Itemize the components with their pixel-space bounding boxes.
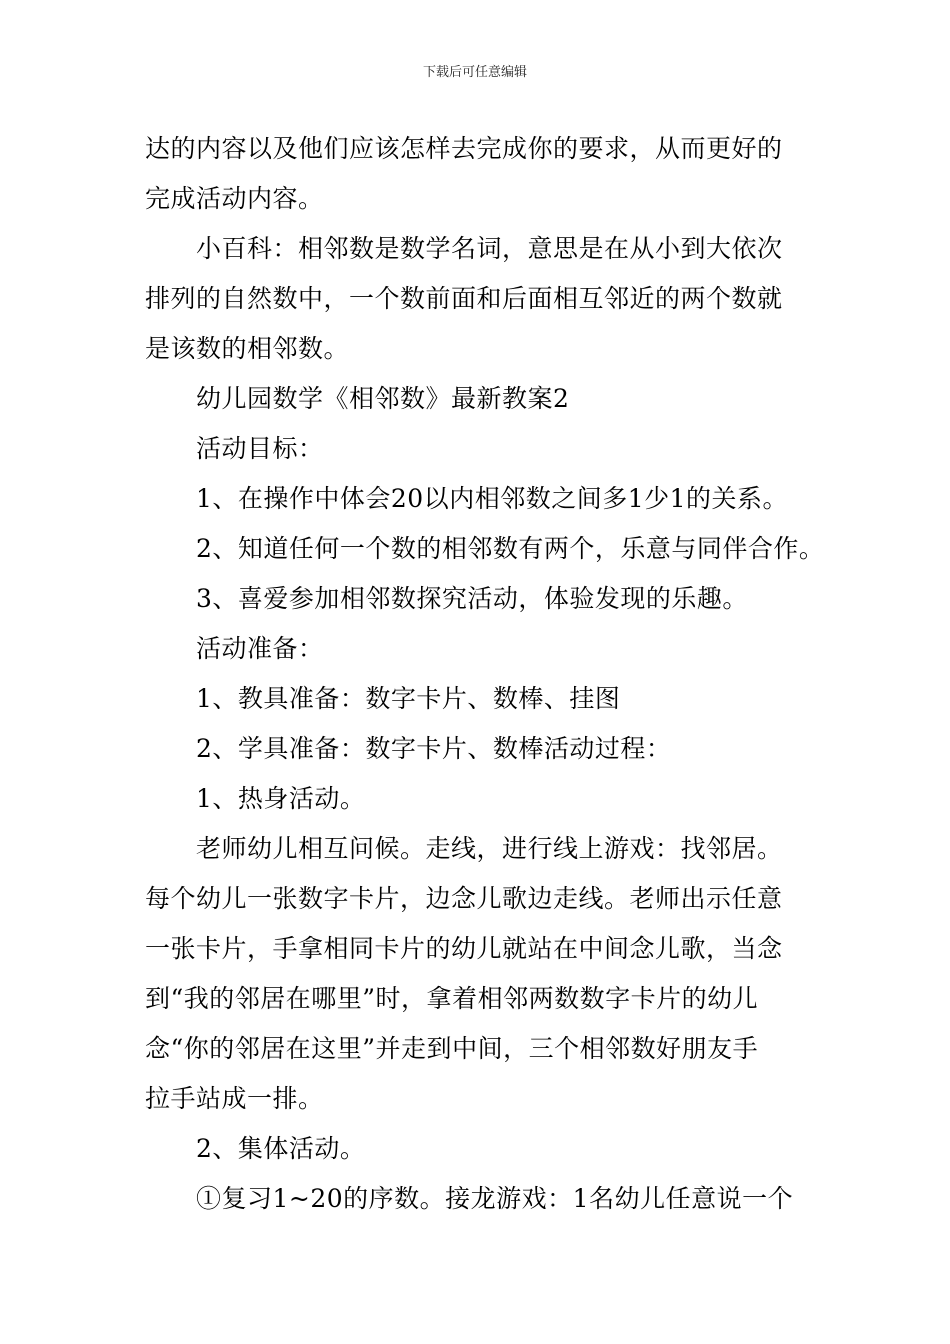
text-line: 达的内容以及他们应该怎样去完成你的要求，从而更好的 xyxy=(145,134,783,163)
text-line: ①复习1~20的序数。接龙游戏：1名幼儿任意说一个 xyxy=(196,1184,794,1213)
section-title: 幼儿园数学《相邻数》最新教案2 xyxy=(196,384,570,413)
list-item: 3、喜爱参加相邻数探究活动，体验发现的乐趣。 xyxy=(196,584,748,613)
text-line: 每个幼儿一张数字卡片，边念儿歌边走线。老师出示任意 xyxy=(145,884,783,913)
list-item: 2、学具准备：数字卡片、数棒活动过程： xyxy=(196,734,672,763)
text-line: 小百科：相邻数是数学名词，意思是在从小到大依次 xyxy=(196,234,783,263)
list-item: 2、集体活动。 xyxy=(196,1134,366,1163)
text-line: 拉手站成一排。 xyxy=(145,1084,324,1113)
text-line: 是该数的相邻数。 xyxy=(145,334,350,363)
list-item: 1、热身活动。 xyxy=(196,784,366,813)
list-item: 1、在操作中体会20以内相邻数之间多1少1的关系。 xyxy=(196,484,789,513)
text-line: 念“你的邻居在这里”并走到中间，三个相邻数好朋友手 xyxy=(145,1034,759,1063)
subsection-heading: 活动目标： xyxy=(196,434,324,463)
text-line: 一张卡片，手拿相同卡片的幼儿就站在中间念儿歌，当念 xyxy=(145,934,783,963)
text-line: 排列的自然数中，一个数前面和后面相互邻近的两个数就 xyxy=(145,284,783,313)
document-body xyxy=(145,124,825,1224)
list-item: 1、教具准备：数字卡片、数棒、挂图 xyxy=(196,684,621,713)
text-line: 到“我的邻居在哪里”时，拿着相邻两数数字卡片的幼儿 xyxy=(145,984,759,1013)
subsection-heading: 活动准备： xyxy=(196,634,324,663)
text-line: 老师幼儿相互问候。走线，进行线上游戏：找邻居。 xyxy=(196,834,783,863)
page-header: 下载后可任意编辑 xyxy=(422,65,527,80)
text-line: 完成活动内容。 xyxy=(145,184,324,213)
list-item: 2、知道任何一个数的相邻数有两个，乐意与同伴合作。 xyxy=(196,534,825,563)
